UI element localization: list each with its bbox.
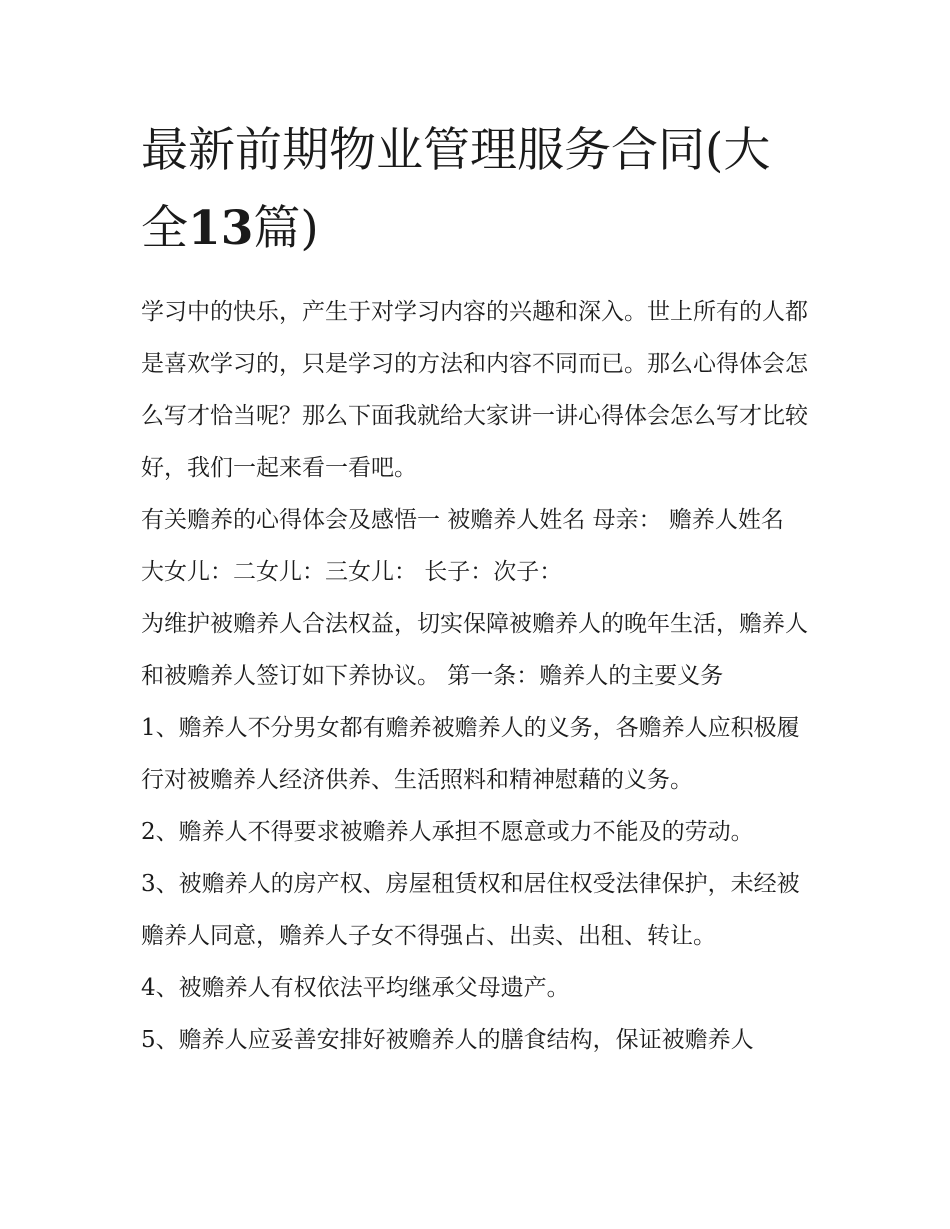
clause-1: 1、赡养人不分男女都有赡养被赡养人的义务，各赡养人应积极履行对被赡养人经济供养、生活照料和精神慰藉的义务。	[141, 715, 800, 793]
clause-3: 3、被赡养人的房产权、房屋租赁权和居住权受法律保护，未经被赡养人同意，赡养人子女不得强占、出卖、出租、转让。	[141, 871, 800, 949]
paragraph-intro: 学习中的快乐，产生于对学习内容的兴趣和深入。世上所有的人都是喜欢学习的，只是学习的方法和内容不同而已。那么心得体会怎么写才恰当呢？那么下面我就给大家讲一讲心得体会怎么写才比较好，我们一起来看一看吧。	[141, 299, 808, 481]
document-title: 最新前期物业管理服务合同(大全13篇)	[141, 123, 771, 256]
title-count: 13	[188, 201, 254, 256]
paragraph-parties: 有关赡养的心得体会及感悟一 被赡养人姓名 母亲： 赡养人姓名 大女儿：二女儿：三女儿： 长子：次子：	[141, 507, 784, 585]
clause-5: 5、赡养人应妥善安排好被赡养人的膳食结构，保证被赡养人	[141, 1027, 754, 1053]
document-body	[141, 112, 813, 1066]
paragraph-purpose: 为维护被赡养人合法权益，切实保障被赡养人的晚年生活，赡养人和被赡养人签订如下养协议。 第一条：赡养人的主要义务	[141, 611, 808, 689]
clause-2: 2、赡养人不得要求被赡养人承担不愿意或力不能及的劳动。	[141, 819, 754, 845]
clause-4: 4、被赡养人有权依法平均继承父母遗产。	[141, 975, 570, 1001]
